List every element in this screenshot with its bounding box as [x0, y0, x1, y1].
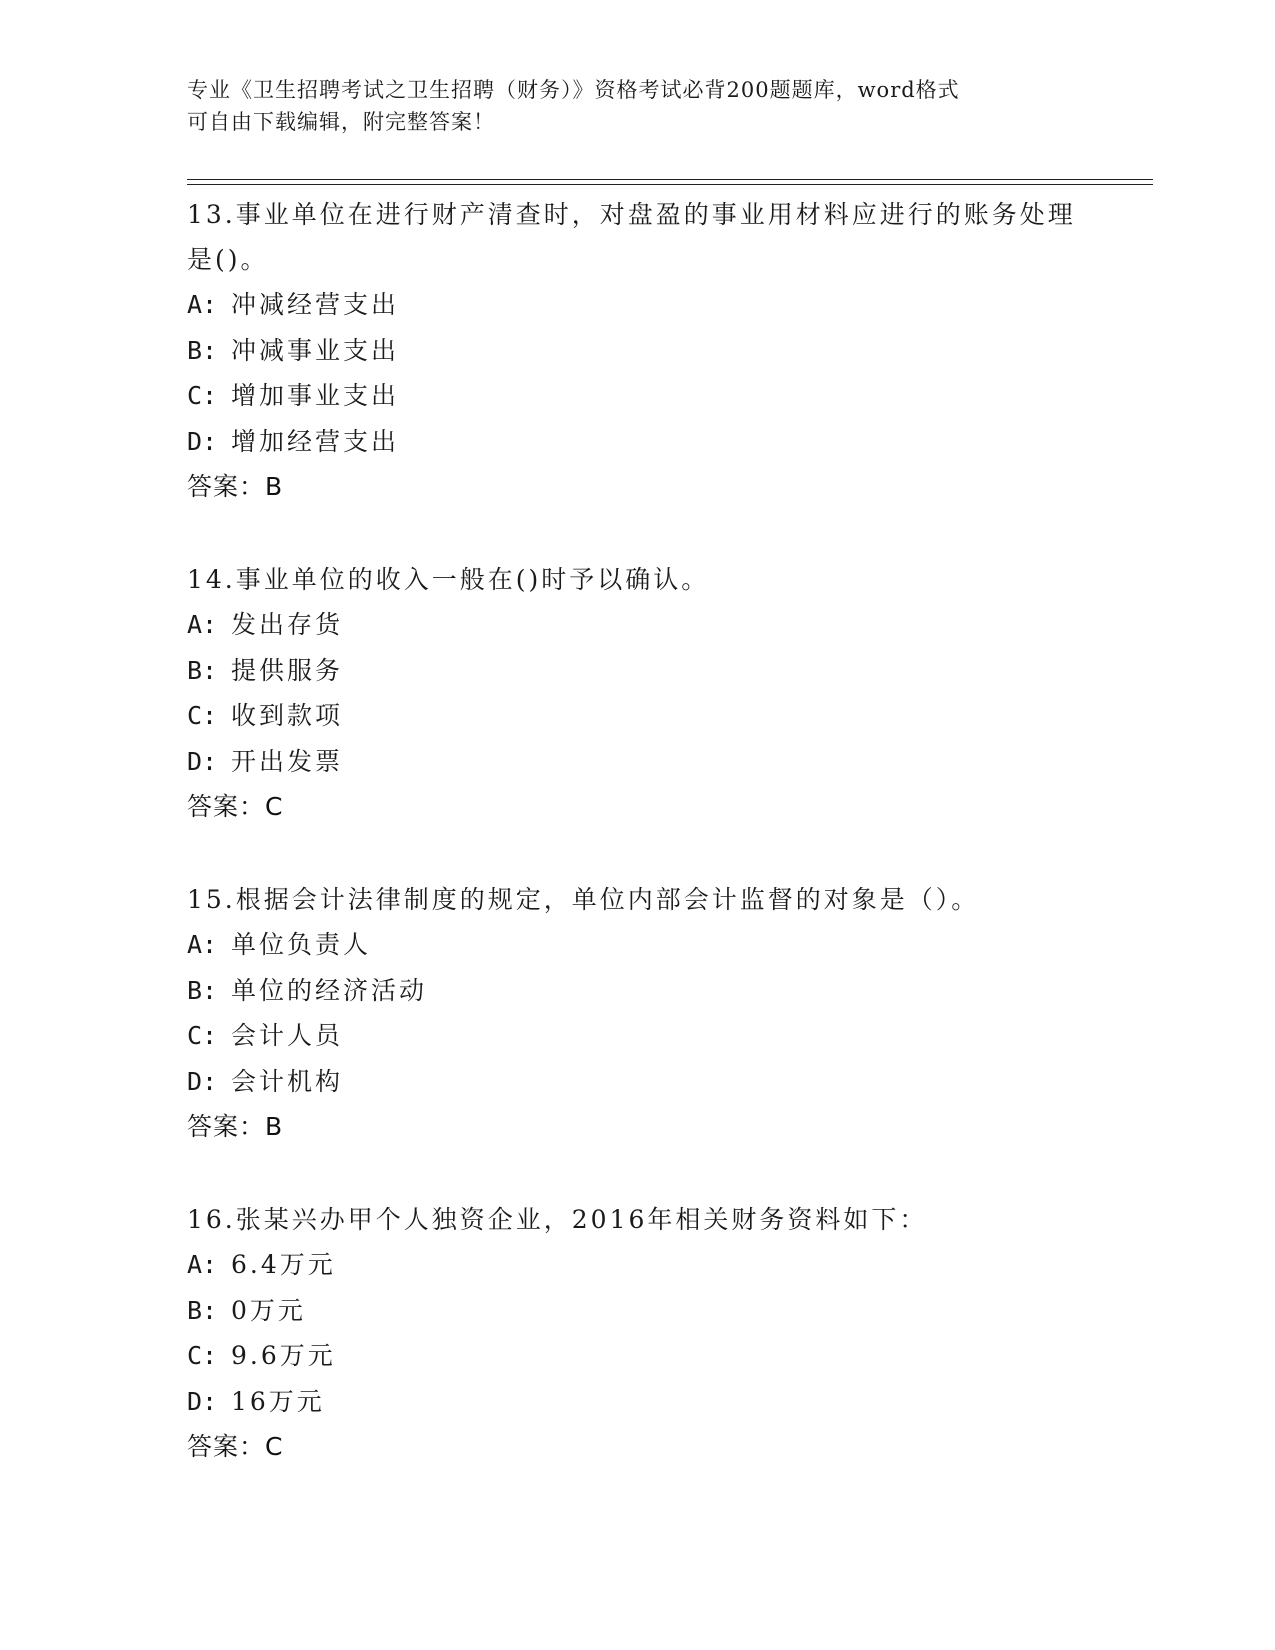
option-letter: B: — [187, 655, 218, 685]
option-c — [187, 1013, 1087, 1059]
option-letter: A: — [187, 1250, 218, 1279]
question-14 — [187, 557, 1087, 829]
question-list — [187, 192, 1087, 1469]
option-a — [187, 602, 1087, 648]
option-c — [187, 1333, 1087, 1379]
question-stem: 15.根据会计法律制度的规定，单位内部会计监督的对象是（）。 — [187, 885, 980, 914]
option-b — [187, 328, 1087, 374]
option-letter: A: — [187, 610, 218, 639]
option-d — [187, 1059, 1087, 1105]
option-letter: B: — [187, 335, 218, 365]
option-text: 增加事业支出 — [231, 381, 400, 410]
question-15 — [187, 877, 1087, 1149]
option-text: 会计人员 — [231, 1021, 344, 1050]
option-text: 9.6万元 — [231, 1341, 336, 1370]
option-text: 冲减经营支出 — [231, 290, 400, 319]
option-d — [187, 419, 1087, 465]
answer-line: 答案：B — [187, 1112, 284, 1141]
option-text: 增加经营支出 — [231, 426, 400, 456]
question-13 — [187, 192, 1087, 509]
option-text: 开出发票 — [231, 746, 344, 776]
option-letter: D: — [187, 1386, 218, 1416]
option-letter: A: — [187, 930, 218, 959]
question-stem: 13.事业单位在进行财产清查时，对盘盈的事业用材料应进行的账务处理是()。 — [187, 200, 1076, 274]
header-line-1: 专业《卫生招聘考试之卫生招聘（财务）》资格考试必背200题题库，word格式 — [187, 78, 960, 102]
option-letter: C: — [187, 1021, 218, 1050]
option-letter: A: — [187, 290, 218, 319]
option-letter: D: — [187, 1066, 218, 1096]
option-b — [187, 648, 1087, 694]
option-letter: C: — [187, 1341, 218, 1370]
option-c — [187, 373, 1087, 419]
option-b — [187, 1288, 1087, 1334]
option-text: 单位负责人 — [231, 930, 372, 959]
option-a — [187, 282, 1087, 328]
option-text: 发出存货 — [231, 610, 344, 639]
header-line-2: 可自由下载编辑，附完整答案！ — [187, 110, 495, 134]
option-a — [187, 922, 1087, 968]
option-d — [187, 739, 1087, 785]
option-letter: C: — [187, 381, 218, 410]
option-text: 16万元 — [231, 1386, 325, 1416]
option-letter: C: — [187, 701, 218, 730]
option-letter: D: — [187, 426, 218, 456]
option-text: 冲减事业支出 — [231, 335, 400, 365]
option-letter: D: — [187, 746, 218, 776]
answer-line: 答案：C — [187, 792, 284, 821]
option-text: 会计机构 — [231, 1066, 344, 1096]
question-stem: 16.张某兴办甲个人独资企业，2016年相关财务资料如下： — [187, 1205, 928, 1234]
option-text: 单位的经济活动 — [231, 975, 428, 1005]
option-letter: B: — [187, 1295, 218, 1325]
option-b — [187, 968, 1087, 1014]
option-letter: B: — [187, 975, 218, 1005]
question-stem: 14.事业单位的收入一般在()时予以确认。 — [187, 565, 710, 594]
answer-line: 答案：C — [187, 1432, 284, 1461]
option-text: 提供服务 — [231, 655, 344, 685]
question-16 — [187, 1197, 1087, 1469]
header-divider-top — [187, 179, 1153, 180]
option-text: 收到款项 — [231, 701, 344, 730]
header-divider-bottom — [187, 184, 1153, 185]
option-text: 6.4万元 — [231, 1250, 336, 1279]
document-header — [187, 74, 1067, 138]
option-a — [187, 1242, 1087, 1288]
option-d — [187, 1379, 1087, 1425]
option-c — [187, 693, 1087, 739]
option-text: 0万元 — [231, 1295, 306, 1325]
answer-line: 答案：B — [187, 472, 284, 501]
